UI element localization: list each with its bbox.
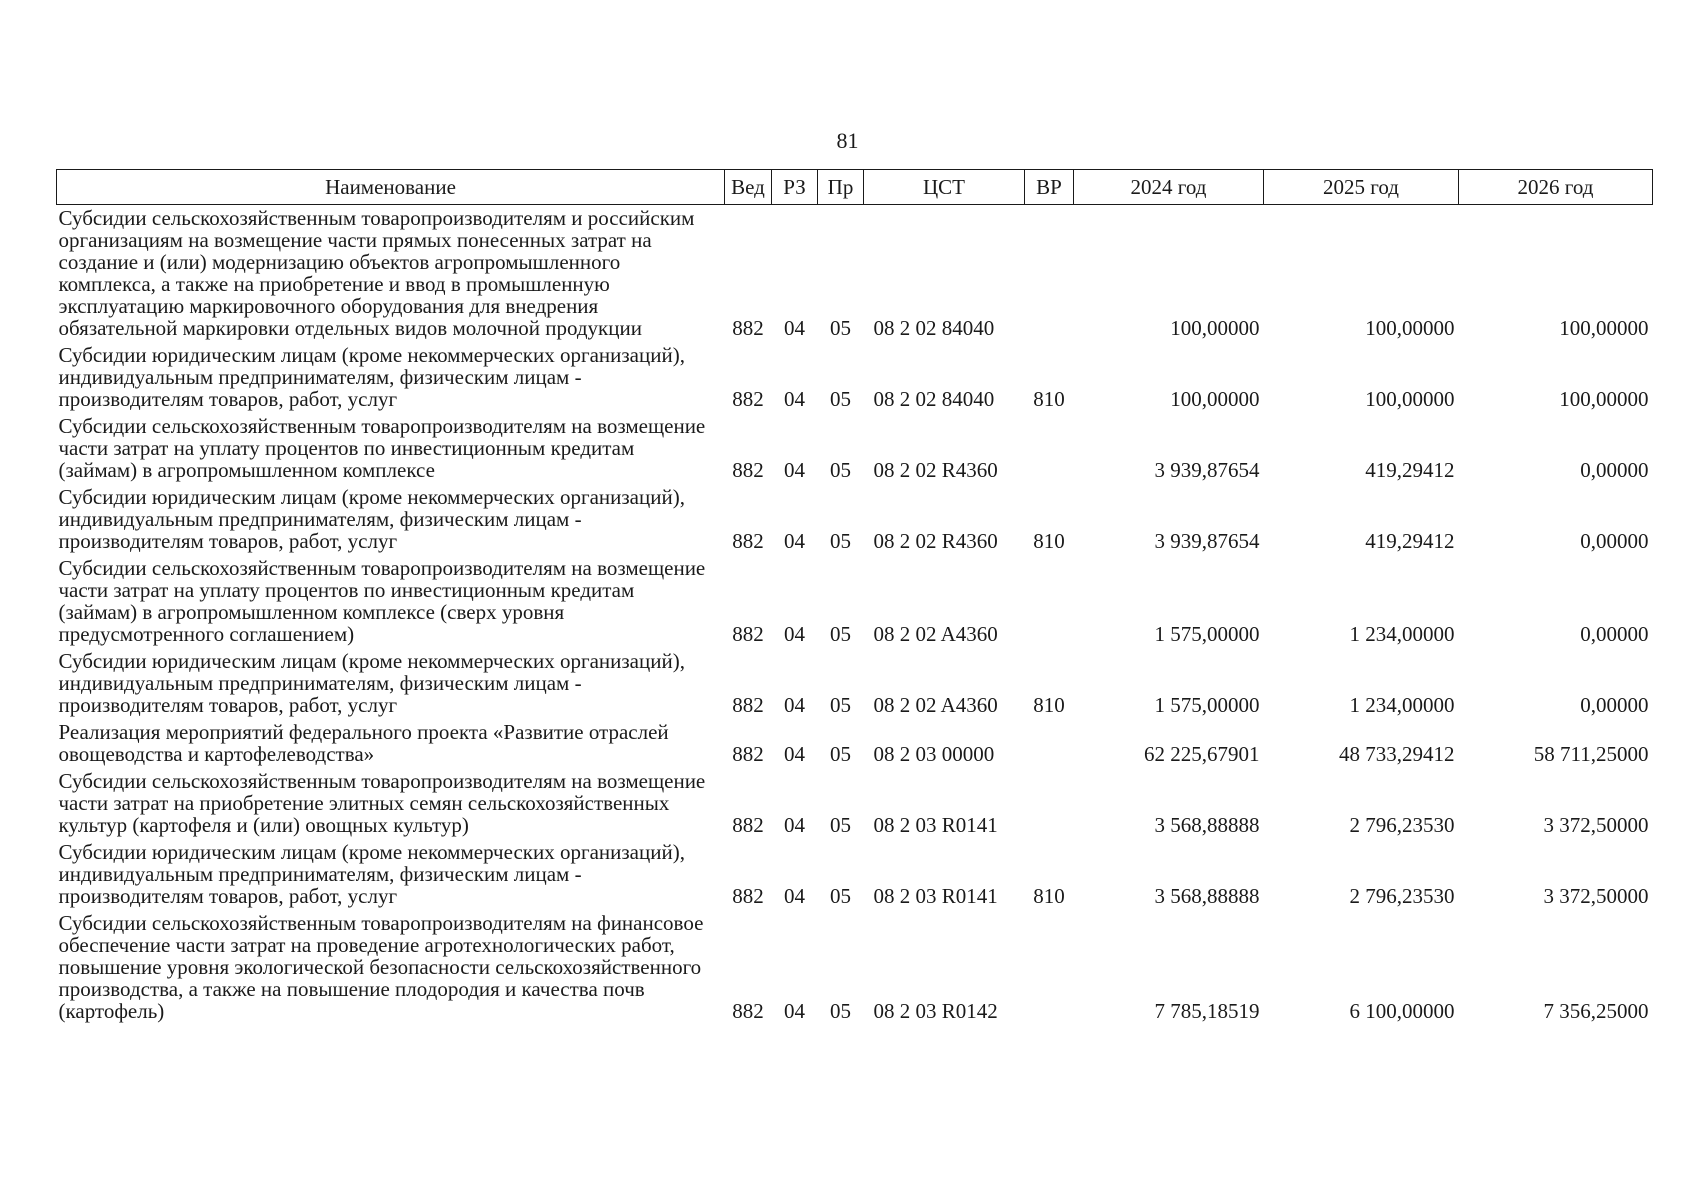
budget-table bbox=[56, 169, 1653, 1025]
table-row bbox=[57, 719, 1653, 768]
row-2026: 3 372,50000 bbox=[1543, 884, 1649, 908]
table-row bbox=[57, 910, 1653, 1025]
row-rz: 04 bbox=[784, 529, 805, 553]
row-pr: 05 bbox=[830, 529, 851, 553]
row-vr: 810 bbox=[1033, 529, 1065, 553]
row-vr: 810 bbox=[1033, 884, 1065, 908]
row-cst: 08 2 02 A4360 bbox=[873, 622, 998, 646]
row-cst: 08 2 02 84040 bbox=[873, 316, 995, 340]
row-2026: 3 372,50000 bbox=[1543, 813, 1649, 837]
row-pr: 05 bbox=[830, 813, 851, 837]
row-vr bbox=[1025, 910, 1074, 1025]
row-ved: 882 bbox=[732, 316, 764, 340]
table-row bbox=[57, 839, 1653, 910]
row-pr: 05 bbox=[830, 622, 851, 646]
row-pr: 05 bbox=[830, 458, 851, 482]
row-2025: 419,29412 bbox=[1365, 458, 1455, 482]
row-cst: 08 2 03 00000 bbox=[873, 742, 995, 766]
row-name: Реализация мероприятий федерального проекта «Развитие отраслей овощеводства и картофелеводства» bbox=[58, 720, 669, 766]
row-cst: 08 2 02 84040 bbox=[873, 387, 995, 411]
row-pr: 05 bbox=[830, 742, 851, 766]
row-ved: 882 bbox=[732, 742, 764, 766]
header-cst: ЦСТ bbox=[864, 170, 1025, 205]
table-row bbox=[57, 648, 1653, 719]
header-vr: ВР bbox=[1025, 170, 1074, 205]
row-cst: 08 2 03 R0142 bbox=[873, 999, 998, 1023]
header-name: Наименование bbox=[57, 170, 725, 205]
row-pr: 05 bbox=[830, 999, 851, 1023]
row-name: Субсидии сельскохозяйственным товаропроизводителям на возмещение части затрат на приобретение элитных семян сельскохозяйственных культур (картофеля и (или) овощных культур) bbox=[58, 769, 706, 837]
header-2024: 2024 год bbox=[1074, 170, 1264, 205]
row-2024: 7 785,18519 bbox=[1154, 999, 1260, 1023]
row-2026: 0,00000 bbox=[1580, 693, 1649, 717]
row-2025: 48 733,29412 bbox=[1339, 742, 1455, 766]
row-2024: 3 939,87654 bbox=[1154, 529, 1260, 553]
table-row bbox=[57, 484, 1653, 555]
table-body bbox=[57, 205, 1653, 1026]
header-2026: 2026 год bbox=[1459, 170, 1653, 205]
row-vr bbox=[1025, 413, 1074, 484]
table-header bbox=[57, 170, 1653, 205]
row-ved: 882 bbox=[732, 693, 764, 717]
table-row bbox=[57, 413, 1653, 484]
header-ved: Вед bbox=[725, 170, 772, 205]
row-name: Субсидии сельскохозяйственным товаропроизводителям на возмещение части затрат на уплату процентов по инвестиционным кредитам (займам) в агропромышленном комплексе bbox=[58, 414, 706, 482]
row-2025: 6 100,00000 bbox=[1349, 999, 1455, 1023]
row-cst: 08 2 03 R0141 bbox=[873, 813, 998, 837]
row-ved: 882 bbox=[732, 529, 764, 553]
row-rz: 04 bbox=[784, 316, 805, 340]
row-name: Субсидии юридическим лицам (кроме некоммерческих организаций), индивидуальным предпринимателям, физическим лицам - производителям товаров, работ, услуг bbox=[58, 649, 685, 717]
row-pr: 05 bbox=[830, 884, 851, 908]
row-rz: 04 bbox=[784, 884, 805, 908]
row-2024: 62 225,67901 bbox=[1144, 742, 1260, 766]
row-rz: 04 bbox=[784, 622, 805, 646]
row-vr bbox=[1025, 205, 1074, 343]
row-2026: 100,00000 bbox=[1559, 316, 1649, 340]
row-rz: 04 bbox=[784, 999, 805, 1023]
row-rz: 04 bbox=[784, 813, 805, 837]
row-ved: 882 bbox=[732, 387, 764, 411]
row-cst: 08 2 02 R4360 bbox=[873, 458, 998, 482]
row-2025: 2 796,23530 bbox=[1349, 813, 1455, 837]
row-pr: 05 bbox=[830, 693, 851, 717]
row-2024: 1 575,00000 bbox=[1154, 622, 1260, 646]
row-2025: 100,00000 bbox=[1365, 316, 1455, 340]
row-2024: 3 939,87654 bbox=[1154, 458, 1260, 482]
table-row bbox=[57, 768, 1653, 839]
row-2026: 0,00000 bbox=[1580, 458, 1649, 482]
row-2025: 419,29412 bbox=[1365, 529, 1455, 553]
page-number: 81 bbox=[836, 128, 859, 153]
row-vr: 810 bbox=[1033, 693, 1065, 717]
row-rz: 04 bbox=[784, 387, 805, 411]
table-row bbox=[57, 342, 1653, 413]
table-row bbox=[57, 555, 1653, 648]
row-2024: 3 568,88888 bbox=[1154, 884, 1260, 908]
row-pr: 05 bbox=[830, 316, 851, 340]
row-2025: 100,00000 bbox=[1365, 387, 1455, 411]
header-rz: РЗ bbox=[772, 170, 818, 205]
row-name: Субсидии юридическим лицам (кроме некоммерческих организаций), индивидуальным предпринимателям, физическим лицам - производителям товаров, работ, услуг bbox=[58, 343, 685, 411]
row-vr bbox=[1025, 768, 1074, 839]
row-cst: 08 2 02 R4360 bbox=[873, 529, 998, 553]
row-2026: 100,00000 bbox=[1559, 387, 1649, 411]
row-cst: 08 2 03 R0141 bbox=[873, 884, 998, 908]
row-name: Субсидии юридическим лицам (кроме некоммерческих организаций), индивидуальным предпринимателям, физическим лицам - производителям товаров, работ, услуг bbox=[58, 840, 685, 908]
row-2025: 1 234,00000 bbox=[1349, 693, 1455, 717]
row-name: Субсидии сельскохозяйственным товаропроизводителям на возмещение части затрат на уплату процентов по инвестиционным кредитам (займам) в агропромышленном комплексе (сверх уровня предусмотренного соглашением) bbox=[58, 556, 706, 646]
row-2024: 100,00000 bbox=[1170, 387, 1260, 411]
row-2026: 0,00000 bbox=[1580, 622, 1649, 646]
header-pr: Пр bbox=[818, 170, 864, 205]
header-2025: 2025 год bbox=[1264, 170, 1459, 205]
row-ved: 882 bbox=[732, 622, 764, 646]
row-vr: 810 bbox=[1033, 387, 1065, 411]
row-vr bbox=[1025, 719, 1074, 768]
row-2026: 58 711,25000 bbox=[1533, 742, 1649, 766]
table-row bbox=[57, 205, 1653, 343]
row-name: Субсидии сельскохозяйственным товаропроизводителям на финансовое обеспечение части затрат на проведение агротехнологических работ, повышение уровня экологической безопасности сельскохозяйственного производства, а также на повышение плодородия и качества почв (картофель) bbox=[58, 911, 704, 1023]
row-ved: 882 bbox=[732, 458, 764, 482]
row-cst: 08 2 02 A4360 bbox=[873, 693, 998, 717]
row-rz: 04 bbox=[784, 742, 805, 766]
row-2025: 1 234,00000 bbox=[1349, 622, 1455, 646]
row-vr bbox=[1025, 555, 1074, 648]
row-pr: 05 bbox=[830, 387, 851, 411]
row-2026: 7 356,25000 bbox=[1543, 999, 1649, 1023]
row-ved: 882 bbox=[732, 999, 764, 1023]
row-2024: 100,00000 bbox=[1170, 316, 1260, 340]
row-2024: 3 568,88888 bbox=[1154, 813, 1260, 837]
row-2025: 2 796,23530 bbox=[1349, 884, 1455, 908]
row-rz: 04 bbox=[784, 458, 805, 482]
row-ved: 882 bbox=[732, 884, 764, 908]
row-2024: 1 575,00000 bbox=[1154, 693, 1260, 717]
header-row bbox=[57, 170, 1653, 205]
row-name: Субсидии юридическим лицам (кроме некоммерческих организаций), индивидуальным предпринимателям, физическим лицам - производителям товаров, работ, услуг bbox=[58, 485, 685, 553]
row-2026: 0,00000 bbox=[1580, 529, 1649, 553]
row-rz: 04 bbox=[784, 693, 805, 717]
row-ved: 882 bbox=[732, 813, 764, 837]
row-name: Субсидии сельскохозяйственным товаропроизводителям и российским организациям на возмещение части прямых понесенных затрат на создание и (или) модернизацию объектов агропромышленного комплекса, а также на приобретение и ввод в промышленную эксплуатацию маркировочного оборудования для внедрения обязательной маркировки отдельных видов молочной продукции bbox=[58, 206, 695, 340]
